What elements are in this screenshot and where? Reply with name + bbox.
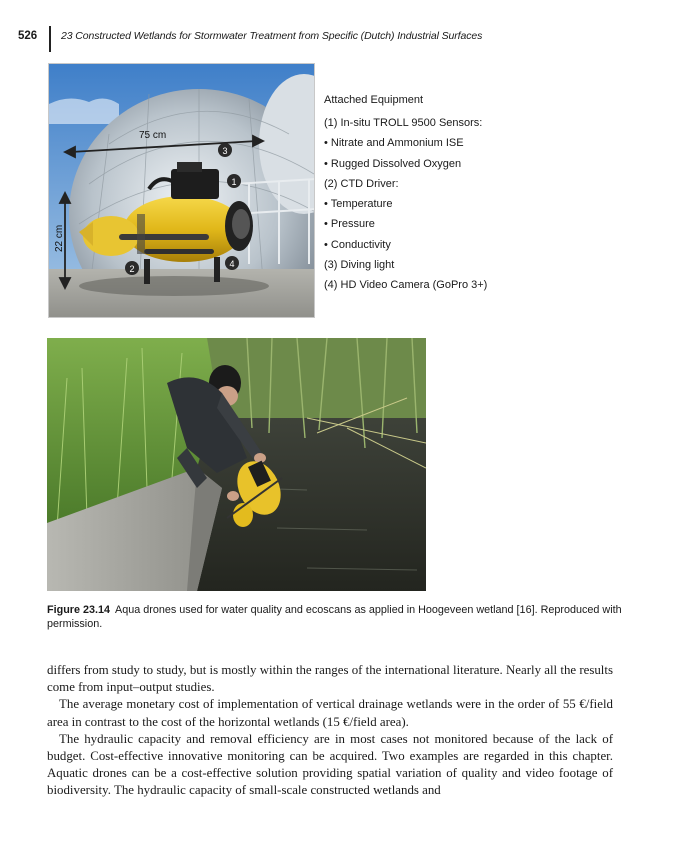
height-dimension-label: 22 cm xyxy=(54,224,65,252)
equipment-line: • Rugged Dissolved Oxygen xyxy=(324,157,462,170)
equipment-line: (3) Diving light xyxy=(324,259,395,272)
equipment-line: • Nitrate and Ammonium ISE xyxy=(324,137,464,150)
paragraph: The hydraulic capacity and removal efficiency are in most cases not monitored because of the lack of budget. Cost-effective innovative monitoring can be acquired. Two examples are regarded in this chapter. Aquatic drones can be a cost-effective solution providing spatial variation of quality and video footage of biodiversity. The hydraulic capacity of small-scale constructed wetlands and xyxy=(47,731,613,798)
wetland-deployment-photo xyxy=(47,338,426,591)
marker-2 xyxy=(125,261,139,275)
width-dimension-label: 75 cm xyxy=(139,130,167,141)
marker-3 xyxy=(218,143,232,157)
figure-caption xyxy=(47,604,622,631)
equipment-line: • Conductivity xyxy=(324,238,391,251)
equipment-line: • Pressure xyxy=(324,218,375,231)
svg-text:2: 2 xyxy=(129,264,135,274)
svg-text:4: 4 xyxy=(229,259,235,269)
equipment-title: Attached Equipment xyxy=(324,94,424,106)
marker-4 xyxy=(225,256,239,270)
figure-label: Figure 23.14 xyxy=(47,604,111,616)
svg-text:1: 1 xyxy=(231,177,237,187)
svg-text:3: 3 xyxy=(222,146,228,156)
body-text xyxy=(47,662,613,800)
aqua-drone-photo xyxy=(48,63,315,318)
figure-caption-text: Aqua drones used for water quality and ecoscans as applied in Hoogeveen wetland [16]. Reproduced with permission. xyxy=(47,604,622,630)
equipment-line: • Temperature xyxy=(324,198,393,211)
marker-1 xyxy=(227,174,241,188)
paragraph: differs from study to study, but is mostly within the ranges of the international literature. Nearly all the results come from input–output studies. xyxy=(47,663,613,695)
page-number: 526 xyxy=(18,30,38,42)
equipment-line: (4) HD Video Camera (GoPro 3+) xyxy=(324,279,488,292)
running-title: 23 Constructed Wetlands for Stormwater Treatment from Specific (Dutch) Industrial Surfaces xyxy=(61,30,483,42)
equipment-line: (2) CTD Driver: xyxy=(324,177,399,190)
header-divider xyxy=(49,26,51,52)
paragraph: The average monetary cost of implementation of vertical drainage wetlands were in the order of 55 €/field area in contrast to the cost of the horizontal wetlands (15 €/field area). xyxy=(47,697,613,729)
equipment-line: (1) In-situ TROLL 9500 Sensors: xyxy=(324,117,483,129)
running-header xyxy=(14,26,654,52)
attached-equipment-list xyxy=(324,92,624,296)
